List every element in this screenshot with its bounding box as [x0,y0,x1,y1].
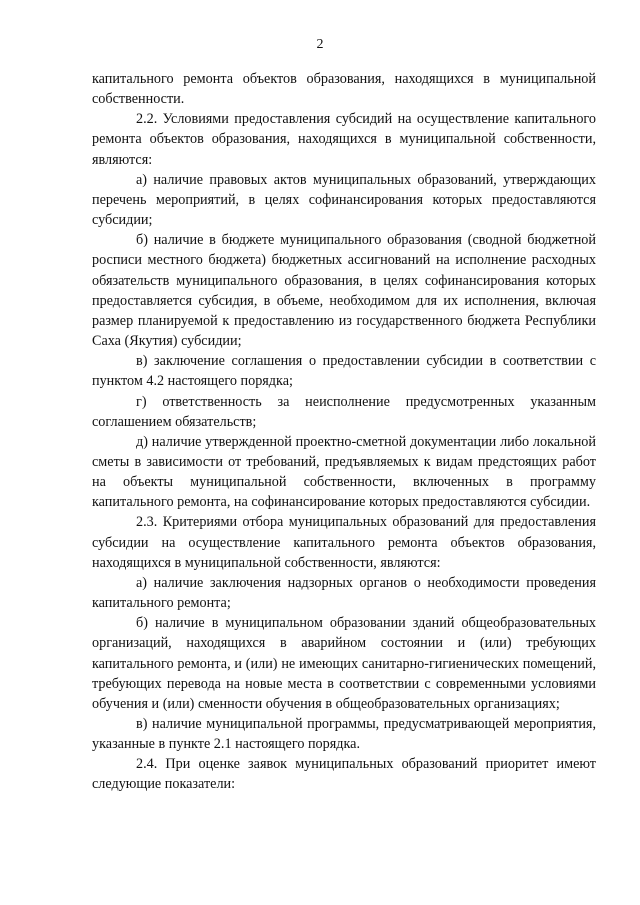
paragraph-2-2-d: д) наличие утвержденной проектно-сметной документации либо локальной сметы в зависимости от требований, предъявляемых к видам предстоящих работ на объекты муниципальной собственности, включенных в программу капитального ремонта, на софинансирование которых предоставляются субсидии. [92,433,596,511]
paragraph-2-2: 2.2. Условиями предоставления субсидий на осуществление капитального ремонта объектов образования, находящихся в муниципальной собственности, являются: [92,111,596,168]
paragraph-2-4: 2.4. При оценке заявок муниципальных образований приоритет имеют следующие показатели: [92,756,596,793]
paragraph-continuation: капитального ремонта объектов образования, находящихся в муниципальной собственности. [92,71,596,108]
paragraph-2-3-a: а) наличие заключения надзорных органов о необходимости проведения капитального ремонта; [92,574,596,612]
paragraph-2-2-a: а) наличие правовых актов муниципальных образований, утверждающих перечень мероприятий, в целях софинансирования которых предоставляются субсидии; [92,171,596,229]
paragraph-2-2-v: в) заключение соглашения о предоставлении субсидии в соответствии с пунктом 4.2 настоящего порядка; [92,353,596,390]
document-body [92,69,596,795]
paragraph-2-3-b: б) наличие в муниципальном образовании зданий общеобразовательных организаций, находящихся в аварийном состоянии и (или) требующих капитального ремонта, и (или) не имеющих санитарно-гигиенических помещений, требующих перевода на новые места в соответствии с современными условиями обучения и (или) сменности обучения в общеобразовательных организациях; [92,615,596,712]
page-number: 2 [316,37,324,52]
paragraph-2-2-b: б) наличие в бюджете муниципального образования (сводной бюджетной росписи местного бюджета) бюджетных ассигнований на исполнение расходных обязательств муниципального образования, в целях софинансирования которых предоставляется субсидия, в объеме, необходимом для их исполнения, включая размер планируемой к предоставлению из государственного бюджета Республики Саха (Якутия) субсидии; [92,232,596,350]
paragraph-2-3-v: в) наличие муниципальной программы, предусматривающей мероприятия, указанные в пункте 2.1 настоящего порядка. [92,716,596,753]
paragraph-2-3: 2.3. Критериями отбора муниципальных образований для предоставления субсидии на осуществление капитального ремонта объектов образования, находящихся в муниципальной собственности, являются: [92,514,596,571]
paragraph-2-2-g: г) ответственность за неисполнение предусмотренных указанным соглашением обязательств; [92,393,596,430]
